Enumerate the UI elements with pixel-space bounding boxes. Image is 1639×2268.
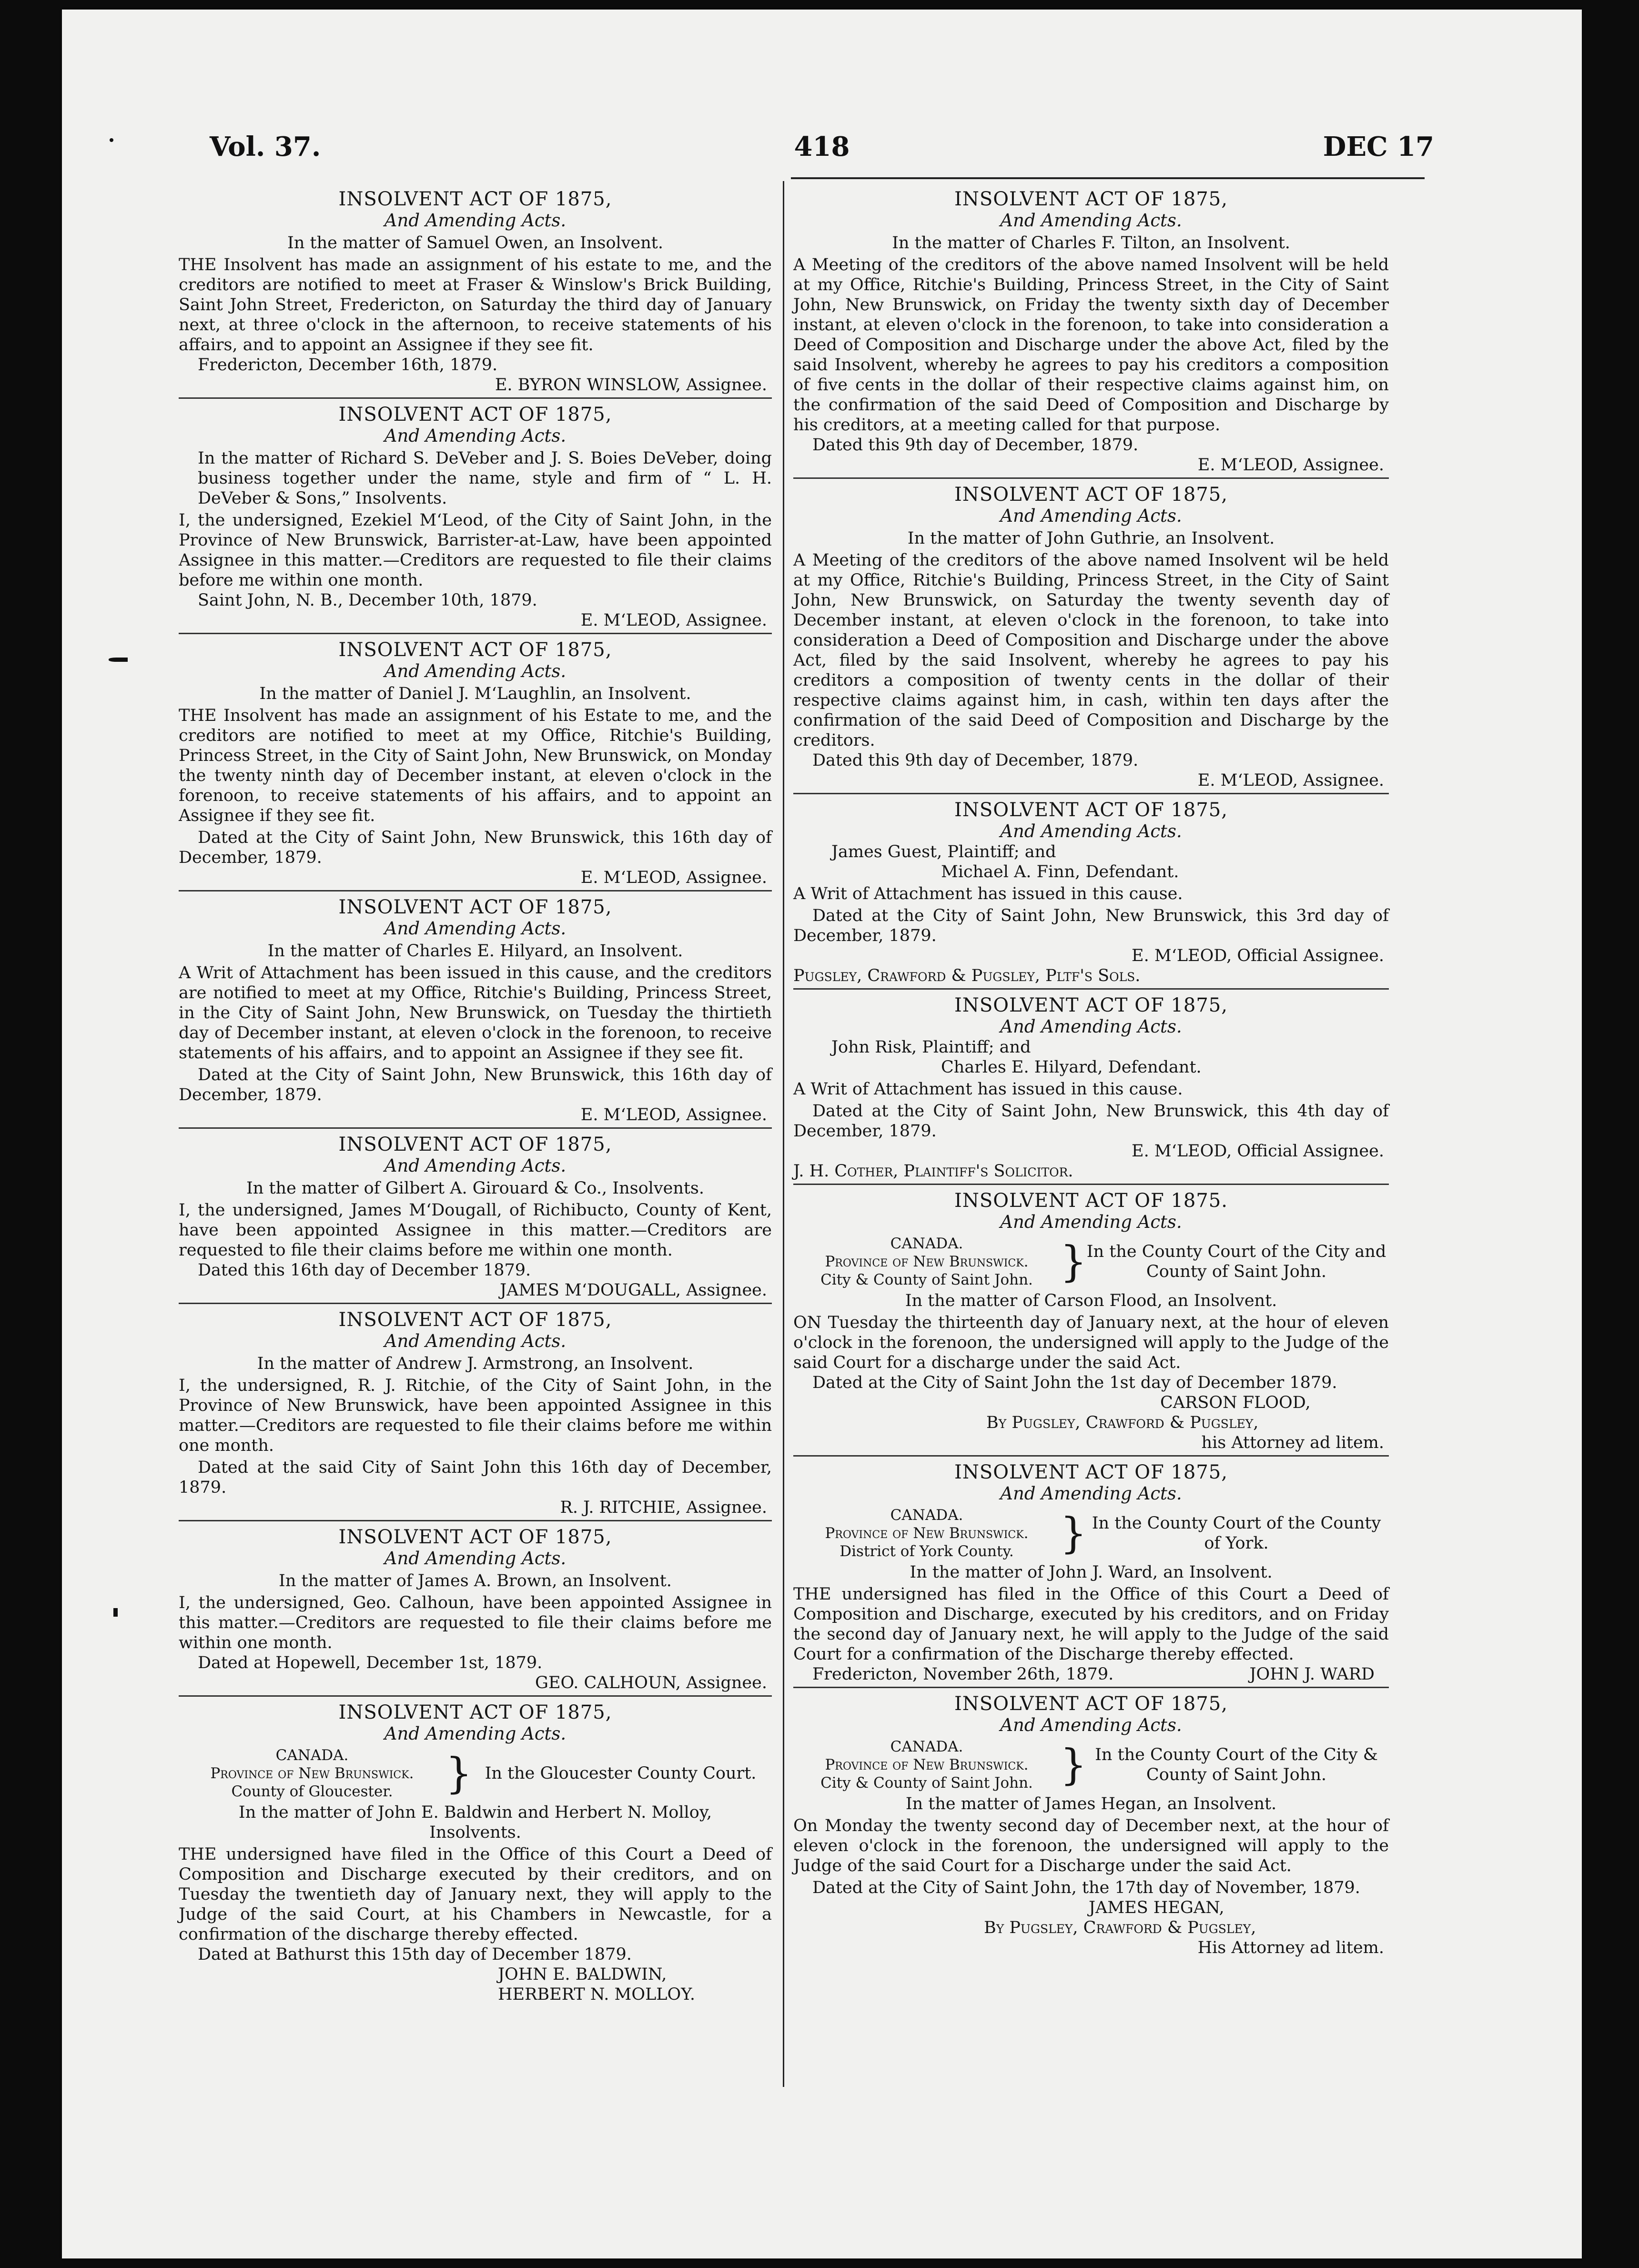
notice-dated: Dated at Hopewell, December 1st, 1879. [198,1653,543,1672]
notice-subtitle: And Amending Acts. [1000,506,1182,526]
attorney-line: By Pugsley, Crawford & Pugsley, [984,1918,1256,1937]
notice-title: INSOLVENT ACT OF 1875, [954,799,1228,821]
notice-body: I, the undersigned, James M‘Dougall, of Richibucto, County of Kent, have been appointed Assignee in this matter.—Creditors are requested to file their claims before me within one month. [179,1201,772,1260]
notice-tilton [793,188,1389,479]
notice-dated: Dated at the City of Saint John, New Brunswick, this 16th day of December, 1879. [179,828,772,867]
notice-flood [793,1190,1389,1457]
notice-signature: CARSON FLOOD, [1160,1393,1311,1412]
notice-dated: Dated at the said City of Saint John this 16th day of December, 1879. [179,1458,772,1497]
volume-label: Vol. 37. [210,131,321,162]
notice-baldwin-molloy [179,1701,772,2007]
plaintiff-line: James Guest, Plaintiff; and [831,842,1056,861]
notice-title: INSOLVENT ACT OF 1875, [338,639,612,661]
notice-body: A Writ of Attachment has been issued in this cause, and the creditors are notified to meet at my Office, Ritchie's Building, Princess Street, in the City of Saint John, New Brunswick, on Tuesday the thirtieth day of December instant, at eleven o'clock in the forenoon, to receive statements of his affairs, and to appoint an Assignee if they see fit. [179,963,772,1063]
notice-matter: In the matter of Richard S. DeVeber and J. S. Boies DeVeber, doing business together under the name, style and firm of “ L. H. DeVeber & Sons,” Insolvents. [198,449,772,508]
notice-dated: Dated this 9th day of December, 1879. [812,751,1139,770]
notice-body: A Writ of Attachment has issued in this cause. [793,884,1183,903]
attorney-role: his Attorney ad litem. [1201,1433,1384,1452]
notice-ward [793,1461,1389,1688]
notice-signature: E. M‘LEOD, Assignee. [580,1105,767,1124]
speck-mark [113,1608,118,1617]
notice-brown [179,1526,772,1697]
notice-subtitle: And Amending Acts. [384,210,567,231]
notice-body: A Meeting of the creditors of the above named Insolvent will be held at my Office, Ritchie's Building, Princess Street, in the City of Saint John, New Brunswick, on Friday the twenty sixth day of December instant, at eleven o'clock in the forenoon, to take into consideration a Deed of Composition and Discharge under the above Act, filed by the said Insolvent, whereby he agrees to pay his creditors a composition of five cents in the dollar of their respective claims against him, on the confirmation of the said Deed of Composition and Discharge by his creditors, at a meeting called for that purpose. [793,255,1389,435]
notice-subtitle: And Amending Acts. [384,1155,567,1176]
notice-title: INSOLVENT ACT OF 1875, [338,1526,612,1548]
notice-subtitle: And Amending Acts. [1000,1212,1182,1232]
country-label: CANADA. [890,1738,963,1755]
notice-subtitle: And Amending Acts. [384,425,567,446]
brace-glyph: } [1060,1237,1087,1286]
country-label: CANADA. [275,1747,349,1764]
court-caption [793,1235,1389,1289]
notice-dated: Dated this 16th day of December 1879. [198,1261,531,1280]
notice-title: INSOLVENT ACT OF 1875, [954,188,1228,210]
court-jurisdiction [793,1738,1060,1792]
solicitor-line: Pugsley, Crawford & Pugsley, Pltf's Sols. [793,966,1141,985]
notice-subtitle: And Amending Acts. [1000,1483,1182,1504]
notice-signature: E. M‘LEOD, Assignee. [1197,456,1384,475]
notice-dated: Dated at the City of Saint John, New Brunswick, this 4th day of December, 1879. [793,1102,1389,1141]
notice-guthrie [793,484,1389,794]
court-name: In the County Court of the City and County of Saint John. [1086,1242,1386,1281]
arrow-mark [109,658,128,662]
notice-matter: In the matter of Carson Flood, an Insolvent. [905,1291,1277,1310]
court-name: In the County Court of the County of York. [1092,1514,1381,1553]
notice-signature: JOHN J. WARD [1249,1665,1375,1684]
notice-deveber [179,404,772,634]
notice-title: INSOLVENT ACT OF 1875, [338,896,612,918]
notice-title: INSOLVENT ACT OF 1875, [338,1134,612,1155]
notice-body: I, the undersigned, Ezekiel M‘Leod, of the City of Saint John, in the Province of New Brunswick, Barrister-at-Law, have been appointed Assignee in this matter.—Creditors are requested to file their claims before me within one month. [179,511,772,590]
notice-body: A Meeting of the creditors of the above named Insolvent wil be held at my Office, Ritchie's Building, Princess Street, in the City of Saint John, New Brunswick, on Saturday the twenty seventh day of December instant, at eleven o'clock in the forenoon, to take into consideration a Deed of Composition and Discharge under the above Act, filed by the said Insolvent, whereby he agrees to pay his creditors a composition of twenty cents in the dollar of their respective claims against him, in cash, within ten days after the confirmation of the said Deed of Composition and Discharge by the creditors. [793,551,1389,750]
column-divider [783,181,784,2087]
notice-matter: In the matter of Andrew J. Armstrong, an Insolvent. [257,1354,694,1373]
province-label: Province of New Brunswick. [825,1525,1029,1542]
notice-owen [179,188,772,399]
notice-dated: Dated at the City of Saint John, New Brunswick, this 16th day of December, 1879. [179,1065,772,1104]
notice-title: INSOLVENT ACT OF 1875, [954,1461,1228,1483]
notice-subtitle: And Amending Acts. [1000,1715,1182,1735]
notice-matter: In the matter of James Hegan, an Insolvent. [905,1794,1277,1813]
notice-signature: JAMES HEGAN, [1089,1898,1224,1917]
notice-signature: E. M‘LEOD, Assignee. [580,611,767,630]
notice-title: INSOLVENT ACT OF 1875, [954,1693,1228,1715]
notice-body: A Writ of Attachment has issued in this cause. [793,1080,1183,1099]
court-jurisdiction [793,1506,1060,1560]
court-name: In the County Court of the City & County of Saint John. [1095,1745,1378,1784]
province-label: Province of New Brunswick. [210,1765,414,1782]
notice-dated: Dated at the City of Saint John, the 17th day of November, 1879. [812,1878,1360,1897]
notice-girouard [179,1134,772,1304]
notice-armstrong [179,1309,772,1521]
court-jurisdiction [179,1746,445,1801]
plaintiff-line: John Risk, Plaintiff; and [831,1038,1031,1057]
notice-matter: In the matter of Samuel Owen, an Insolvent. [287,233,663,253]
defendant-line: Michael A. Finn, Defendant. [941,862,1179,881]
notice-signature: JOHN E. BALDWIN, [498,1965,667,1984]
page-number: 418 [794,131,850,162]
notice-subtitle: And Amending Acts. [384,918,567,939]
solicitor-line: J. H. Cother, Plaintiff's Solicitor. [793,1162,1073,1181]
notice-matter: In the matter of Daniel J. M‘Laughlin, an Insolvent. [259,684,691,703]
notice-dated: Dated this 9th day of December, 1879. [812,435,1139,455]
notice-matter: In the matter of James A. Brown, an Insolvent. [279,1571,672,1590]
notice-hegan [793,1693,1389,1960]
attorney-line: By Pugsley, Crawford & Pugsley, [986,1413,1259,1432]
notice-risk-hilyard [793,994,1389,1185]
brace-glyph: } [445,1749,472,1798]
notice-matter: In the matter of Charles E. Hilyard, an Insolvent. [267,942,683,961]
brace-glyph: } [1060,1509,1087,1558]
attorney-role: His Attorney ad litem. [1197,1938,1384,1957]
notice-subtitle: And Amending Acts. [1000,210,1182,231]
notice-signature: E. BYRON WINSLOW, Assignee. [495,375,767,395]
notice-body: THE Insolvent has made an assignment of his estate to me, and the creditors are notified to meet at Fraser & Winslow's Brick Building, Saint John Street, Fredericton, on Saturday the third day of January next, at three o'clock in the afternoon, to receive statements of his affairs, and to appoint an Assignee if they see fit. [179,255,772,354]
gazette-page [62,10,1582,2258]
notice-body: I, the undersigned, Geo. Calhoun, have been appointed Assignee in this matter.—Creditors are requested to file their claims before me within one month. [179,1593,772,1652]
notice-dated: Dated at the City of Saint John the 1st day of December 1879. [812,1373,1337,1392]
county-label: City & County of Saint John. [820,1774,1033,1792]
notice-signature: E. M‘LEOD, Assignee. [580,868,767,887]
notice-title: INSOLVENT ACT OF 1875, [338,1701,612,1723]
notice-dated: Dated at Bathurst this 15th day of December 1879. [198,1945,632,1964]
notice-dated: Fredericton, December 16th, 1879. [198,355,498,375]
county-label: County of Gloucester. [231,1783,393,1800]
notice-mclaughlin [179,639,772,891]
speck-mark [110,138,113,142]
country-label: CANADA. [890,1507,963,1524]
notice-dated: Dated at the City of Saint John, New Brunswick, this 3rd day of December, 1879. [793,906,1389,945]
notice-signature: E. M‘LEOD, Official Assignee. [1132,1142,1384,1161]
notice-title: INSOLVENT ACT OF 1875, [954,994,1228,1016]
defendant-line: Charles E. Hilyard, Defendant. [941,1058,1202,1077]
notice-matter: In the matter of John Guthrie, an Insolvent. [907,529,1275,548]
notice-body: THE Insolvent has made an assignment of his Estate to me, and the creditors are notified to meet at my Office, Ritchie's Building, Princess Street, in the City of Saint John, New Brunswick, on Monday the twenty ninth day of December instant, at eleven o'clock in the forenoon, to receive statements of his affairs, and to appoint an Assignee if they see fit. [179,706,772,825]
notice-dated: Fredericton, November 26th, 1879. [812,1665,1114,1684]
header-rule [791,177,1425,179]
notice-body: I, the undersigned, R. J. Ritchie, of the City of Saint John, in the Province of New Brunswick, have been appointed Assignee in this matter.—Creditors are requested to file their claims before me within one month. [179,1376,772,1455]
province-label: Province of New Brunswick. [825,1756,1029,1773]
notice-title: INSOLVENT ACT OF 1875, [954,484,1228,506]
notice-body: On Monday the twenty second day of December next, at the hour of eleven o'clock in the forenoon, the undersigned will apply to the Judge of the said Court for a Discharge under the said Act. [793,1816,1389,1875]
district-label: District of York County. [840,1543,1014,1560]
notice-body: ON Tuesday the thirteenth day of January next, at the hour of eleven o'clock in the forenoon, the undersigned will apply to the Judge of the said Court for a discharge under the said Act. [793,1313,1389,1372]
dated-signature-row [793,1664,1389,1684]
notice-body: THE undersigned have filed in the Office of this Court a Deed of Composition and Discharge executed by their creditors, and on Tuesday the twentieth day of January next, they will apply to the Judge of the said Court, at his Chambers in Newcastle, for a confirmation of the discharge thereby effected. [179,1845,772,1944]
notice-matter: In the matter of John J. Ward, an Insolvent. [910,1563,1273,1582]
notice-signature: E. M‘LEOD, Assignee. [1197,771,1384,790]
notice-title: INSOLVENT ACT OF 1875, [338,404,612,425]
court-name: In the Gloucester County Court. [485,1764,757,1783]
court-caption [179,1746,772,1801]
notice-dated: Saint John, N. B., December 10th, 1879. [198,591,537,610]
notice-subtitle: And Amending Acts. [384,661,567,681]
notice-signature-2: HERBERT N. MOLLOY. [498,1985,695,2004]
notice-signature: JAMES M‘DOUGALL, Assignee. [500,1281,767,1300]
notice-signature: GEO. CALHOUN, Assignee. [535,1673,767,1692]
notice-signature: E. M‘LEOD, Official Assignee. [1132,946,1384,965]
notice-matter: In the matter of Gilbert A. Girouard & Co., Insolvents. [246,1179,705,1198]
notice-matter: In the matter of Charles F. Tilton, an Insolvent. [892,233,1290,253]
notice-subtitle: And Amending Acts. [384,1723,567,1744]
country-label: CANADA. [890,1235,963,1252]
page-header [210,131,1434,169]
county-label: City & County of Saint John. [820,1271,1033,1288]
court-jurisdiction [793,1235,1060,1289]
court-caption [793,1506,1389,1560]
notice-title: INSOLVENT ACT OF 1875, [338,188,612,210]
notice-subtitle: And Amending Acts. [1000,821,1182,841]
notice-signature: R. J. RITCHIE, Assignee. [560,1498,767,1517]
notice-subtitle: And Amending Acts. [384,1548,567,1569]
notice-body: THE undersigned has filed in the Office of this Court a Deed of Composition and Discharge, executed by his creditors, and on Friday the second day of January next, he will apply to the Judge of the said Court for a confirmation of the Discharge thereby effected. [793,1585,1389,1664]
notice-guest-finn [793,799,1389,990]
court-caption [793,1738,1389,1792]
notice-title: INSOLVENT ACT OF 1875, [338,1309,612,1331]
brace-glyph: } [1060,1740,1087,1789]
issue-date: DEC 17 [1323,131,1434,162]
right-column [793,188,1389,1965]
left-column [179,188,772,2012]
notice-matter: In the matter of John E. Baldwin and Herbert N. Molloy, Insolvents. [238,1803,712,1842]
notice-hilyard [179,896,772,1129]
notice-title: INSOLVENT ACT OF 1875. [954,1190,1228,1212]
province-label: Province of New Brunswick. [825,1253,1029,1270]
notice-subtitle: And Amending Acts. [1000,1016,1182,1037]
notice-subtitle: And Amending Acts. [384,1331,567,1351]
